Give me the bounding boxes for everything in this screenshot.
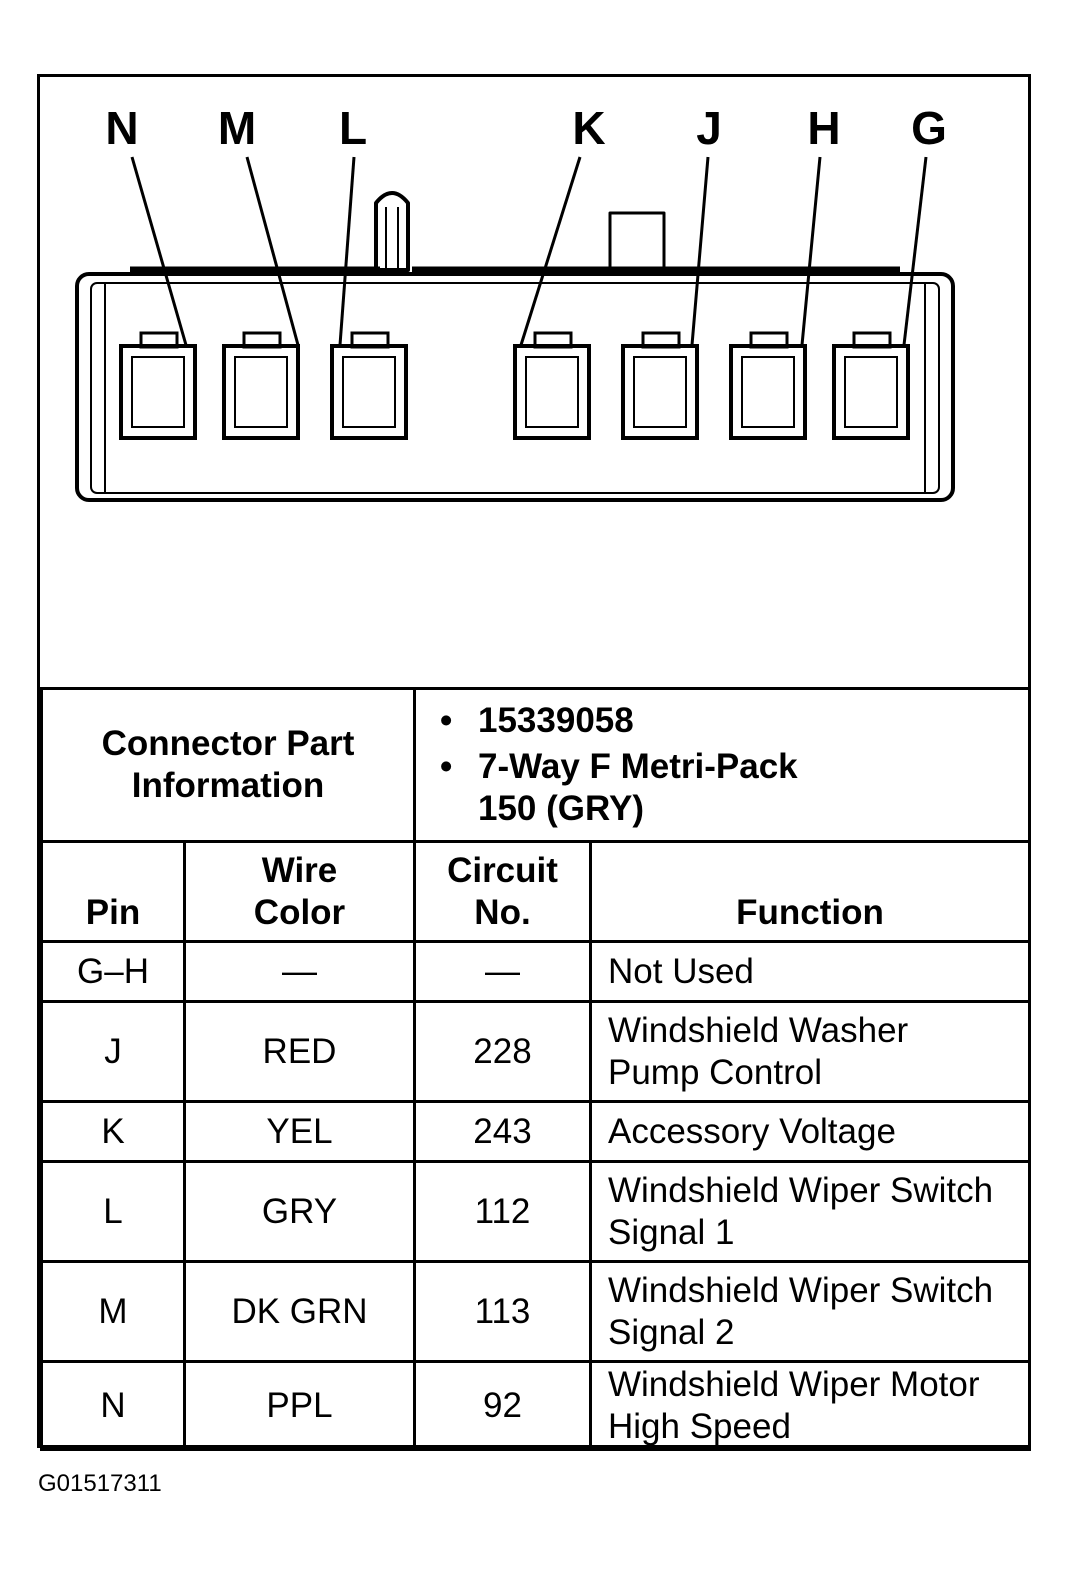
row-circuit: 92 <box>415 1362 591 1450</box>
row-circuit: 113 <box>415 1262 591 1362</box>
row-wire-color: YEL <box>185 1102 415 1162</box>
row-pin: J <box>42 1002 185 1102</box>
connector-drawing <box>40 77 1028 687</box>
header-circuit-line1: Circuit <box>447 851 558 890</box>
table-row <box>42 1102 1030 1162</box>
connector-info-row <box>42 689 1030 842</box>
row-function-line1: Windshield Wiper Switch <box>608 1170 994 1210</box>
connector-info-values <box>415 689 1030 842</box>
pin-label-g: G <box>911 102 947 154</box>
row-wire-color: RED <box>185 1002 415 1102</box>
row-function-line1: Windshield Wiper Motor <box>608 1364 980 1404</box>
pinout-table <box>40 687 1031 1451</box>
row-circuit: 112 <box>415 1162 591 1262</box>
connector-info-label <box>42 689 415 842</box>
cavity-j <box>623 333 697 438</box>
pin-label-h: H <box>807 102 841 154</box>
row-function-line1: Not Used <box>608 951 754 991</box>
row-function <box>591 1362 1030 1450</box>
header-circuit-line2: No. <box>474 893 531 932</box>
cavity-l <box>332 333 406 438</box>
row-function <box>591 1262 1030 1362</box>
cavity-k <box>515 333 589 438</box>
row-wire-color: — <box>185 942 415 1002</box>
table-row <box>42 1362 1030 1450</box>
row-function <box>591 1002 1030 1102</box>
latch-post <box>376 193 408 270</box>
connector-figure-frame <box>37 74 1031 1448</box>
cavity-m <box>224 333 298 438</box>
row-function-line2: High Speed <box>608 1406 791 1446</box>
figure-id: G01517311 <box>38 1470 162 1497</box>
row-circuit: 228 <box>415 1002 591 1102</box>
connector-info-label-line1: Connector Part <box>101 724 355 763</box>
row-function-line2: Pump Control <box>608 1052 822 1092</box>
pin-label-k: K <box>572 102 606 154</box>
row-function-line1: Windshield Washer <box>608 1010 909 1050</box>
header-function: Function <box>591 842 1030 942</box>
table-row <box>42 942 1030 1002</box>
connector-description-line2: 150 (GRY) <box>478 789 644 828</box>
row-function-line1: Accessory Voltage <box>608 1111 896 1151</box>
table-row <box>42 1262 1030 1362</box>
row-wire-color: PPL <box>185 1362 415 1450</box>
header-circuit <box>415 842 591 942</box>
part-number: • 15339058 <box>478 700 1028 742</box>
table-row <box>42 1162 1030 1262</box>
pin-label-n: N <box>105 102 139 154</box>
row-function-line1: Windshield Wiper Switch <box>608 1270 994 1310</box>
row-circuit: — <box>415 942 591 1002</box>
pin-label-l: L <box>338 102 368 154</box>
table-header-row <box>42 842 1030 942</box>
cavity-g <box>834 333 908 438</box>
row-wire-color: GRY <box>185 1162 415 1262</box>
terminal-cavities <box>121 333 908 438</box>
table-row <box>42 1002 1030 1102</box>
row-wire-color: DK GRN <box>185 1262 415 1362</box>
pin-label-m: M <box>217 102 257 154</box>
key-tab <box>610 213 664 270</box>
connector-description-line1: • 7-Way F Metri-Pack <box>478 747 798 786</box>
leader-lines <box>132 157 926 345</box>
row-function <box>591 1162 1030 1262</box>
row-pin: L <box>42 1162 185 1262</box>
row-pin: G–H <box>42 942 185 1002</box>
pin-label-j: J <box>696 102 722 154</box>
cavity-h <box>731 333 805 438</box>
row-pin: N <box>42 1362 185 1450</box>
header-wire-color-line1: Wire <box>261 851 338 890</box>
connector-diagram <box>40 77 1028 687</box>
row-function <box>591 942 1030 1002</box>
row-function <box>591 1102 1030 1162</box>
connector-info-label-line2: Information <box>131 766 325 805</box>
connector-info-list <box>416 690 1028 840</box>
row-function-line2: Signal 1 <box>608 1212 735 1252</box>
header-wire-color <box>185 842 415 942</box>
row-function-line2: Signal 2 <box>608 1312 735 1352</box>
header-wire-color-line2: Color <box>253 893 346 932</box>
connector-description <box>478 746 1028 830</box>
header-pin: Pin <box>42 842 185 942</box>
cavity-n <box>121 333 195 438</box>
row-circuit: 243 <box>415 1102 591 1162</box>
row-pin: M <box>42 1262 185 1362</box>
row-pin: K <box>42 1102 185 1162</box>
